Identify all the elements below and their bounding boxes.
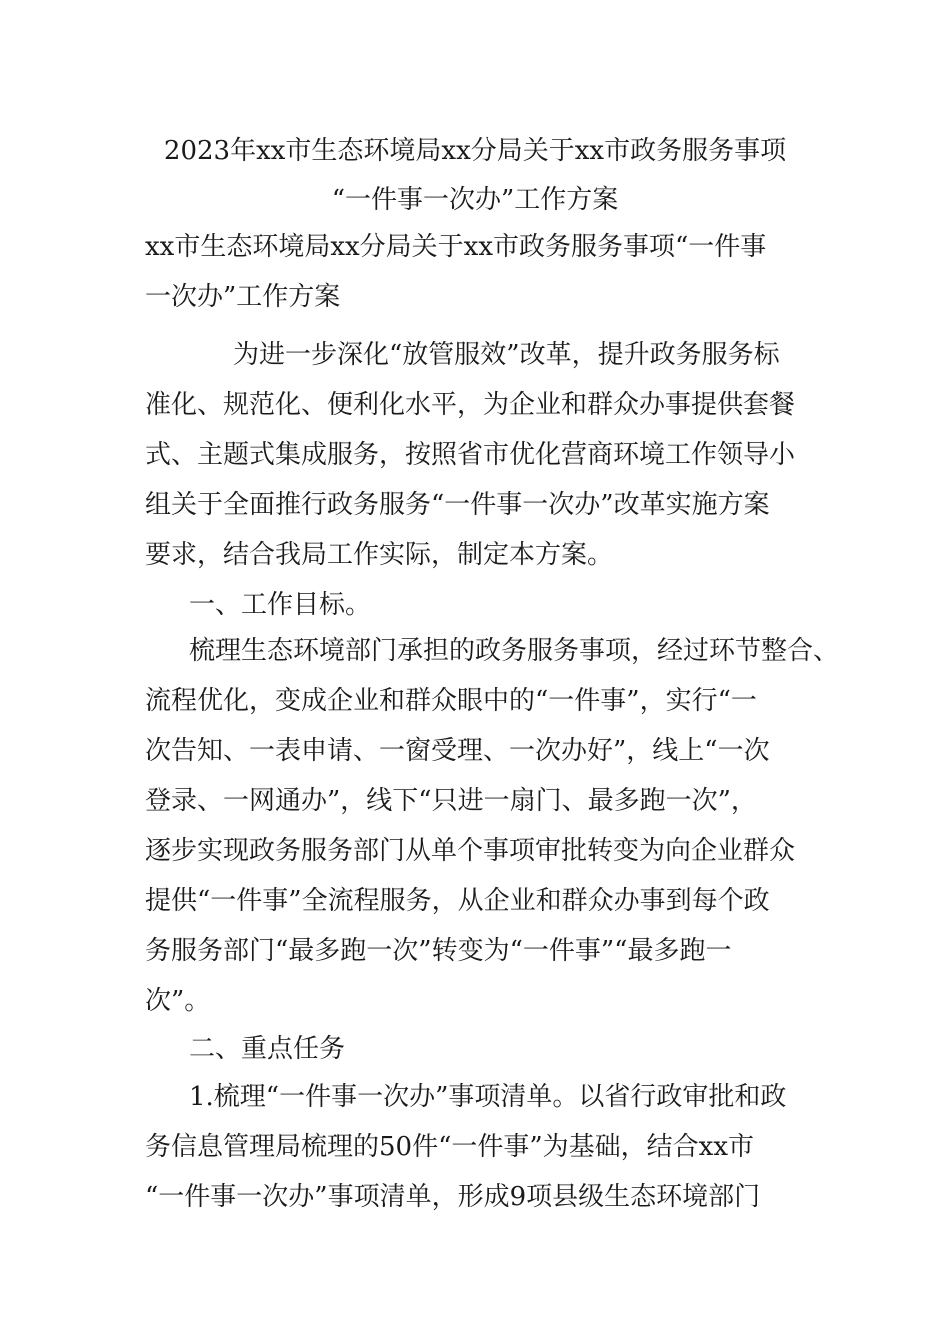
section-2-heading-block — [145, 1024, 825, 1074]
document-title-line-2: “一件事一次办”工作方案 — [331, 185, 619, 215]
intro-paragraph — [145, 330, 825, 580]
section-1-paragraph — [145, 626, 840, 1026]
intro-line-2: 准化、规范化、便利化水平，为企业和群众办事提供套餐 — [145, 390, 796, 420]
section-1-line-1: 梳理生态环境部门承担的政务服务事项，经过环节整合、 — [189, 636, 840, 666]
section-1-line-4: 登录、一网通办”，线下“只进一扇门、最多跑一次”， — [145, 786, 757, 816]
subtitle-line-2: 一次办”工作方案 — [145, 282, 341, 312]
section-1-line-7: 务服务部门“最多跑一次”转变为“一件事”“最多跑一 — [145, 936, 732, 966]
section-1-line-5: 逐步实现政务服务部门从单个事项审批转变为向企业群众 — [145, 836, 796, 866]
intro-line-3: 式、主题式集成服务，按照省市优化营商环境工作领导小 — [145, 440, 796, 470]
section-1-line-2: 流程优化，变成企业和群众眼中的“一件事”，实行“一 — [145, 686, 757, 716]
intro-line-4: 组关于全面推行政务服务“一件事一次办”改革实施方案 — [145, 490, 770, 520]
document-subtitle — [145, 222, 825, 322]
intro-line-5: 要求，结合我局工作实际，制定本方案。 — [145, 540, 614, 570]
document-title-line-1: 2023年xx市生态环境局xx分局关于xx市政务服务事项 — [163, 136, 787, 166]
intro-line-1: 为进一步深化“放管服效”改革，提升政务服务标 — [233, 340, 780, 370]
section-2-line-3: “一件事一次办”事项清单，形成9项县级生态环境部门 — [145, 1182, 761, 1212]
section-1-line-8: 次”。 — [145, 986, 211, 1016]
section-1-line-6: 提供“一件事”全流程服务，从企业和群众办事到每个政 — [145, 886, 770, 916]
section-2-line-1: 1.梳理“一件事一次办”事项清单。以省行政审批和政 — [189, 1082, 787, 1112]
section-1-line-3: 次告知、一表申请、一窗受理、一次办好”，线上“一次 — [145, 736, 770, 766]
section-1-heading: 一、工作目标。 — [189, 590, 372, 620]
section-2-paragraph — [145, 1072, 825, 1222]
section-1-heading-block — [145, 580, 825, 630]
section-2-heading: 二、重点任务 — [189, 1034, 346, 1064]
subtitle-line-1: xx市生态环境局xx分局关于xx市政务服务事项“一件事 — [145, 232, 767, 262]
section-2-line-2: 务信息管理局梳理的50件“一件事”为基础，结合xx市 — [145, 1132, 754, 1162]
